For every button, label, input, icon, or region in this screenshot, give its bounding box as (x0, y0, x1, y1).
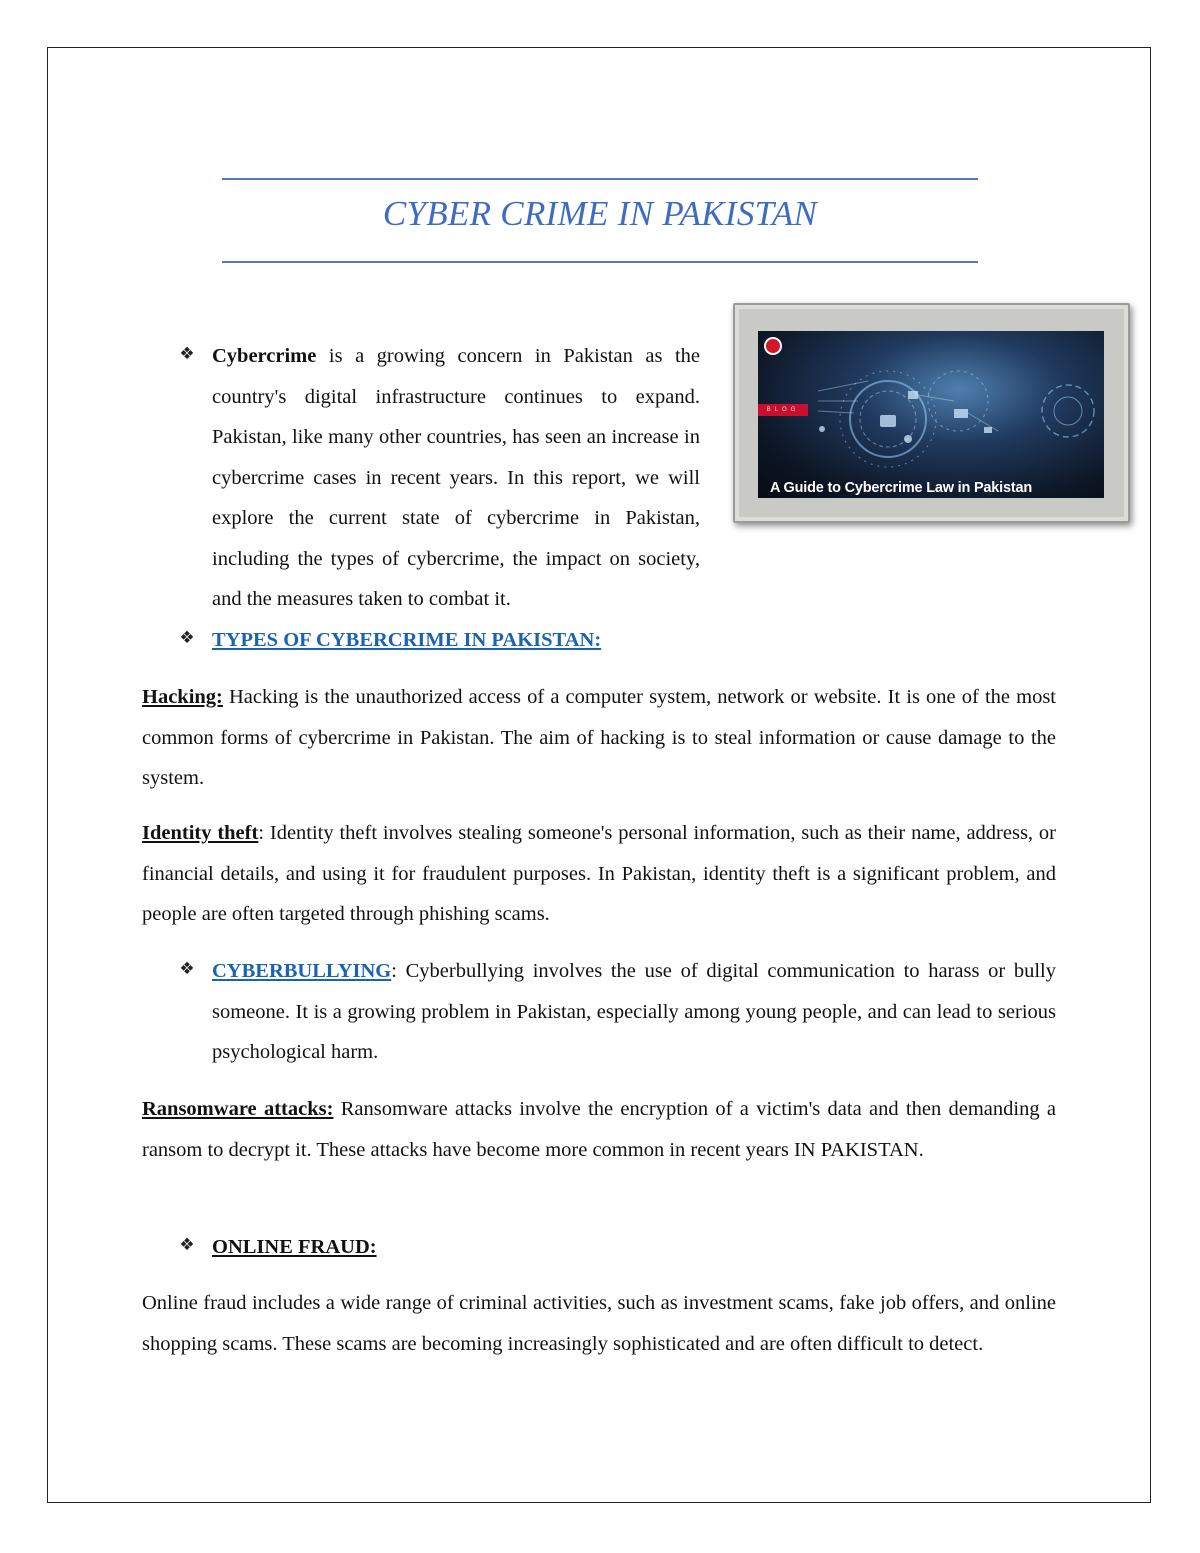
identity-label: Identity theft (142, 822, 259, 844)
diamond-bullet-icon: ❖ (179, 628, 195, 648)
ransomware-paragraph (142, 1089, 1056, 1170)
cyberbullying-paragraph (212, 951, 1056, 1073)
types-heading[interactable]: TYPES OF CYBERCRIME IN PAKISTAN: (212, 629, 602, 651)
image-wrap-spacer (700, 336, 1056, 579)
diamond-bullet-icon: ❖ (179, 344, 195, 364)
title-rule-top (222, 178, 978, 180)
hacking-paragraph (142, 677, 1056, 799)
hacking-text: Hacking is the unauthorized access of a computer system, network or website. It is one of the most common forms of cybercrime in Pakistan. The aim of hacking is to steal information or cause damage to the system. (142, 686, 1056, 789)
cyberbullying-text: : Cyberbullying involves the use of digital communication to harass or bully someone. It is a growing problem in Pakistan, especially among young people, and can lead to serious psychological harm. (212, 960, 1056, 1063)
online-fraud-heading: ONLINE FRAUD: (212, 1236, 377, 1258)
diamond-bullet-icon: ❖ (179, 1235, 195, 1255)
blog-tag: BLOG (758, 404, 808, 416)
ransomware-text: Ransomware attacks involve the encryption of a victim's data and then demanding a ransom to decrypt it. These attacks have become more common in recent years IN PAKISTAN. (142, 1098, 1057, 1161)
hacking-label: Hacking: (142, 686, 223, 708)
image-caption: A Guide to Cybercrime Law in Pakistan (770, 480, 1032, 496)
intro-text: is a growing concern in Pakistan as the country's digital infrastructure continues to expand. Pakistan, like many other countries, has seen an increase in cybercrime cases in recent years. In this report, we will explore the current state of cybercrime in Pakistan, including the types of cybercrime, the impact on society, and the measures taken to combat it. (212, 345, 700, 610)
cyberbullying-label[interactable]: CYBERBULLYING (212, 960, 392, 982)
ransomware-label: Ransomware attacks: (142, 1098, 334, 1120)
online-fraud-paragraph: Online fraud includes a wide range of criminal activities, such as investment scams, fake job offers, and online shopping scams. These scams are becoming increasingly sophisticated and are often difficult to detect. (142, 1292, 1056, 1355)
identity-text: : Identity theft involves stealing someone's personal information, such as their name, address, or financial details, and using it for fraudulent purposes. In Pakistan, identity theft is a significant problem, and people are often targeted through phishing scams. (142, 822, 1056, 925)
diamond-bullet-icon: ❖ (179, 959, 195, 979)
intro-paragraph (212, 336, 1056, 620)
page-title: CYBER CRIME IN PAKISTAN (382, 194, 818, 233)
intro-lead: Cybercrime (212, 345, 317, 367)
title-rule-bottom (222, 261, 978, 263)
identity-paragraph (142, 813, 1056, 935)
